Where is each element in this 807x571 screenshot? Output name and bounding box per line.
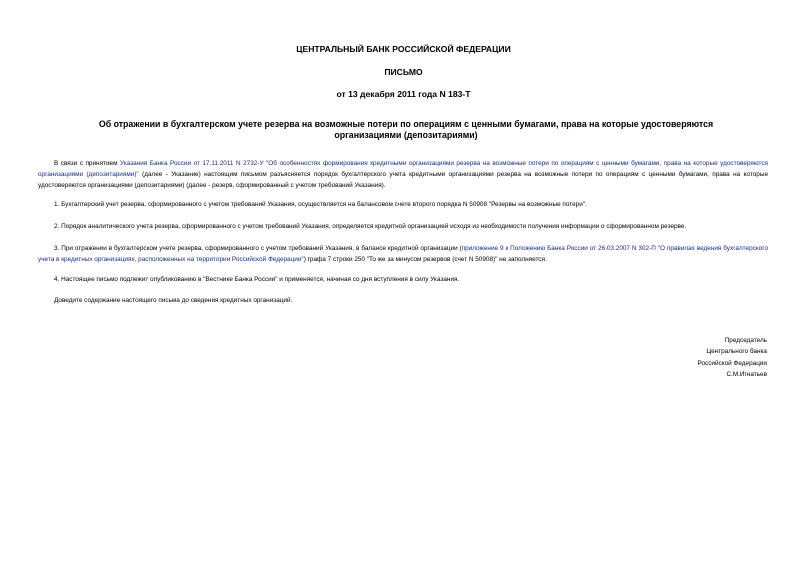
signature-position: Председатель: [724, 337, 767, 344]
paragraph-3-suffix: ) графа 7 строки 250 "То же за минусом резервов (счет N 50908)" не заполняется.: [303, 256, 547, 263]
document-date-number: от 13 декабря 2011 года N 183-Т: [336, 89, 471, 99]
paragraph-1: 1. Бухгалтерский учет резерва, сформированного с учетом требований Указания, осуществляется на балансовом счете второго порядка N 50908 "Резервы на возможные потери".: [54, 201, 587, 208]
paragraph-3: [38, 243, 768, 265]
signature-country: Российской Федерации: [697, 359, 767, 367]
regulation-302p-link[interactable]: приложение 9 к Положению Банка России от 26.03.2007 N 302-П "О правилах ведения бухгалтерского учета в кредитных организациях, расположенных на территории Российской Федерации": [38, 245, 768, 263]
intro-prefix: В связи с принятием: [54, 160, 120, 167]
document-type-heading: ПИСЬМО: [384, 67, 423, 77]
paragraph-4: 4. Настоящее письмо подлежит опубликованию в "Вестнике Банка России" и применяется, начиная со дня вступления в силу Указания.: [54, 276, 460, 283]
intro-paragraph: [38, 158, 768, 191]
paragraph-5: Доведите содержание настоящего письма до сведения кредитных организаций.: [54, 297, 293, 304]
paragraph-2: 2. Порядок аналитического учета резерва, сформированного с учетом требований Указания, определяется кредитной организацией исходя из необходимости получения информации о сформированном резерве.: [54, 223, 687, 230]
issuer-heading: ЦЕНТРАЛЬНЫЙ БАНК РОССИЙСКОЙ ФЕДЕРАЦИИ: [296, 44, 511, 54]
document-title: Об отражении в бухгалтерском учете резерва на возможные потери по операциям с ценными бумагами, права на которые удостоверяются организациями (депозитариями): [98, 119, 714, 140]
intro-suffix: (далее - Указание) настоящим письмом разъясняется порядок бухгалтерского учета кредитными организациями резерва на возможные потери по операциям с ценными бумагами, права на которые удостоверяются организациями (депозитариями) (далее - резерв, сформированный с учетом требований Указания).: [38, 171, 769, 189]
signature-name: С.М.Игнатьев: [726, 371, 767, 379]
signature-block: [567, 335, 767, 381]
decree-2732-link[interactable]: Указания Банка России от 17.11.2011 N 2732-У "Об особенностях формирования кредитными организациями резерва на возможные потери по операциям с ценными бумагами, права на которые удостоверяются организациями (депозитариями)": [38, 160, 768, 178]
signature-organization: Центрального банка: [706, 348, 767, 356]
paragraph-3-prefix: 3. При отражении в бухгалтерском учете резерва, сформированного с учетом требований Указания, в балансе кредитной организации (: [54, 245, 462, 252]
